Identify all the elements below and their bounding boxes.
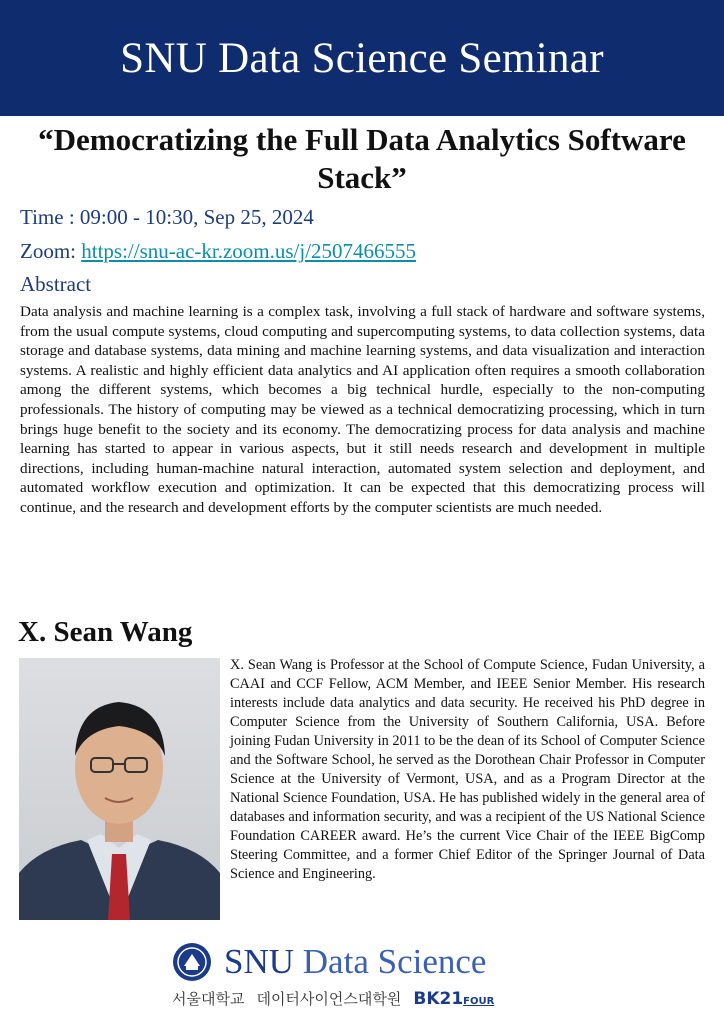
talk-title: “Democratizing the Full Data Analytics Software Stack”: [38, 122, 686, 195]
footer-snu: SNU: [224, 942, 295, 981]
time-line: Time : 09:00 - 10:30, Sep 25, 2024: [20, 205, 314, 229]
footer-university: 서울대학교: [172, 990, 245, 1008]
abstract-body: Data analysis and machine learning is a complex task, involving a full stack of hardware and software systems, from the usual compute systems, cloud computing and supercomputing systems, to data collection systems, data storage and database systems, data mining and machine learning systems, and data visualization and interaction systems. A realistic and highly efficient data analytics and AI application often requires a smooth collaboration among the different systems, which becomes a big technical hurdle, especially to the non-computing professionals. The history of computing may be viewed as a technical democratizing processing, which in turn brings huge benefit to the society and its economy. The democratizing process for data analysis and machine learning has started to appear in various aspects, but it still needs research and development in multiple directions, including human-machine natural interaction, automated system selection and deployment, and automated workflow execution and optimization. It can be expected that this democratizing process will continue, and the research and development efforts by the computer scientists are much needed.: [20, 303, 705, 516]
snu-emblem-icon: [172, 942, 212, 982]
speaker-bio: X. Sean Wang is Professor at the School of Compute Science, Fudan University, a CAAI and CCF Fellow, ACM Member, and IEEE Senior Member. His research interests include data analytics and data security. He received his PhD degree in Computer Science from the University of Southern California, USA. Before joining Fudan University in 2011 to be the dean of its School of Computer Science and the Software School, he served as the Dorothean Chair Professor in Computer Science at the University of Vermont, USA, and as a Program Director at the National Science Foundation, USA. He has published widely in the general area of databases and information security, and was a recipient of the US National Science Foundation CAREER award. He’s the current Vice Chair of the IEEE BigComp Steering Committee, and a former Chief Editor of the Springer Journal of Data Science and Engineering.: [230, 657, 705, 882]
speaker-name: X. Sean Wang: [18, 616, 193, 648]
footer-data-science: Data Science: [302, 942, 487, 981]
seminar-title: SNU Data Science Seminar: [120, 34, 604, 82]
abstract-heading: Abstract: [20, 272, 92, 296]
footer-school: 데이터사이언스대학원: [256, 990, 402, 1008]
footer-bk-four: FOUR: [463, 996, 495, 1007]
zoom-link[interactable]: https://snu-ac-kr.zoom.us/j/2507466555: [81, 239, 417, 263]
zoom-line: [20, 239, 416, 264]
snu-data-science-logo: [172, 942, 552, 982]
zoom-label: Zoom:: [20, 239, 82, 263]
footer-bk21: BK21: [413, 989, 464, 1009]
speaker-portrait-icon: [19, 658, 220, 920]
speaker-photo: [19, 658, 220, 920]
seminar-banner: [0, 0, 724, 116]
footer-affiliations: [172, 988, 572, 1009]
